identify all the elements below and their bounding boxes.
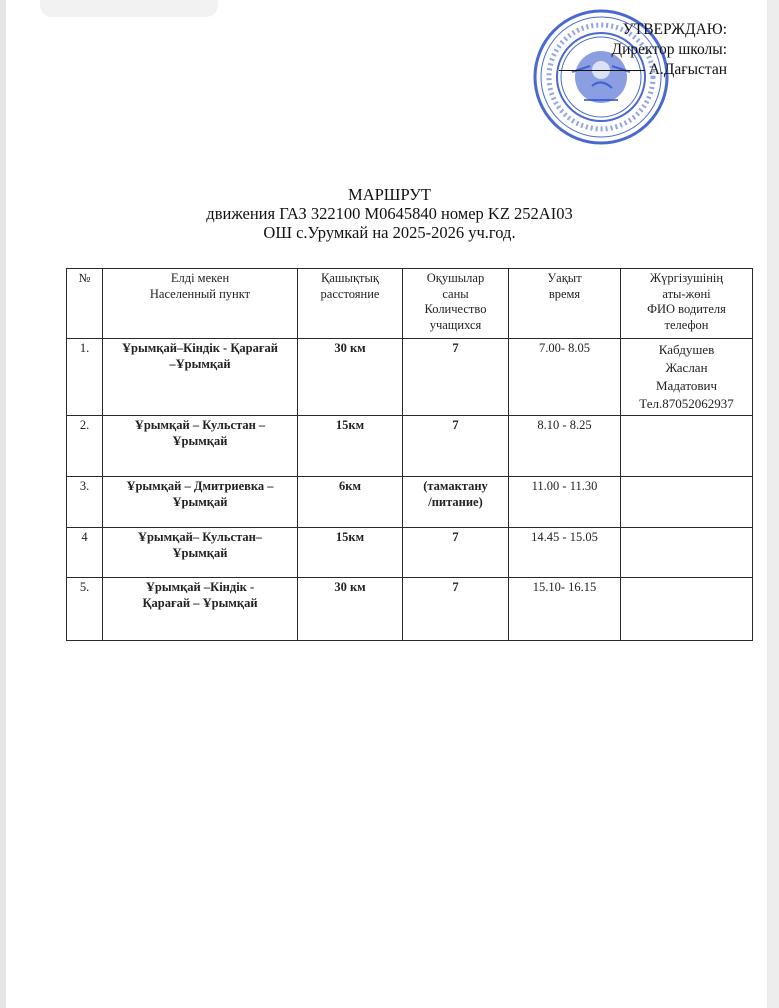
table-row xyxy=(67,528,753,578)
row-students xyxy=(403,578,509,641)
row-students xyxy=(403,339,509,416)
row-students xyxy=(403,416,509,477)
header-cell-number xyxy=(67,269,103,339)
place-text: Ұрымқай– Кульстан– xyxy=(137,530,263,544)
place-text: Ұрымқай xyxy=(172,545,228,560)
header-cell-students xyxy=(403,269,509,339)
row-distance: 15км xyxy=(298,416,403,477)
driver-text: Жаслан xyxy=(665,360,708,375)
header-text: № xyxy=(78,271,91,285)
row-time: 15.10- 16.15 xyxy=(509,578,621,641)
row-number: 3. xyxy=(67,477,103,528)
driver-phone: Тел.87052062937 xyxy=(639,396,734,411)
header-text: саны xyxy=(442,286,469,301)
row-number: 2. xyxy=(67,416,103,477)
row-time: 8.10 - 8.25 xyxy=(509,416,621,477)
row-place xyxy=(103,477,298,528)
driver-text: Мадатович xyxy=(655,378,718,393)
row-distance: 6км xyxy=(298,477,403,528)
approval-block xyxy=(559,20,727,80)
header-text: Оқушылар xyxy=(426,271,485,285)
row-driver xyxy=(621,528,753,578)
students-text: 7 xyxy=(452,580,459,594)
signature-line xyxy=(559,70,645,71)
row-number: 1. xyxy=(67,339,103,416)
students-text: 7 xyxy=(452,341,459,355)
header-cell-time xyxy=(509,269,621,339)
title-line-3: ОШ с.Урумкай на 2025-2026 уч.год. xyxy=(263,223,516,242)
row-driver xyxy=(621,416,753,477)
approval-signature-row xyxy=(559,60,727,80)
row-place xyxy=(103,528,298,578)
row-students xyxy=(403,477,509,528)
row-time: 7.00- 8.05 xyxy=(509,339,621,416)
header-text: расстояние xyxy=(320,286,380,301)
approval-heading: УТВЕРЖДАЮ: xyxy=(622,21,727,38)
header-text: Қашықтық xyxy=(321,271,379,285)
page-left-edge xyxy=(0,0,6,1008)
header-text: Уақыт xyxy=(547,271,582,285)
viewer-toolbar-pill[interactable] xyxy=(40,0,218,17)
place-text: Ұрымқай xyxy=(172,433,228,448)
students-text: (тамактану xyxy=(423,479,488,493)
place-text: Ұрымқай –Кіндік - xyxy=(145,580,255,594)
row-number: 5. xyxy=(67,578,103,641)
approval-position: Директор школы: xyxy=(611,41,727,58)
row-place xyxy=(103,578,298,641)
approver-name: А.Дағыстан xyxy=(648,61,727,78)
row-time: 11.00 - 11.30 xyxy=(509,477,621,528)
row-number: 4 xyxy=(67,528,103,578)
table-row xyxy=(67,339,753,416)
place-text: Ұрымқай – Кульстан – xyxy=(134,418,266,432)
route-table xyxy=(66,268,753,641)
header-cell-distance xyxy=(298,269,403,339)
header-cell-place xyxy=(103,269,298,339)
table-row xyxy=(67,477,753,528)
header-text: время xyxy=(548,286,581,301)
row-driver xyxy=(621,578,753,641)
header-cell-driver xyxy=(621,269,753,339)
row-place xyxy=(103,416,298,477)
row-place xyxy=(103,339,298,416)
header-text: телефон xyxy=(664,317,709,332)
document-title xyxy=(0,185,779,242)
students-text: 7 xyxy=(452,418,459,432)
title-line-2: движения ГАЗ 322100 М0645840 номер KZ 252AI03 xyxy=(206,204,573,223)
place-text: –Ұрымқай xyxy=(169,356,231,371)
students-text: 7 xyxy=(452,530,459,544)
place-text: Ұрымқай–Кіндік - Қарағай xyxy=(122,341,278,355)
header-text: Елді мекен xyxy=(170,271,230,285)
row-driver xyxy=(621,339,753,416)
table-row xyxy=(67,416,753,477)
row-distance: 30 км xyxy=(298,578,403,641)
row-distance: 30 км xyxy=(298,339,403,416)
row-driver xyxy=(621,477,753,528)
header-text: учащихся xyxy=(429,317,482,332)
row-time: 14.45 - 15.05 xyxy=(509,528,621,578)
table-row xyxy=(67,578,753,641)
header-text: аты-жөні xyxy=(662,286,711,301)
header-text: Жүргізушінің xyxy=(649,271,724,285)
page-right-edge xyxy=(767,0,779,1008)
place-text: Қарағай – Ұрымқай xyxy=(142,595,258,610)
driver-text: Кабдушев xyxy=(658,342,715,357)
header-text: Количество xyxy=(424,302,487,316)
table-header-row xyxy=(67,269,753,339)
row-students xyxy=(403,528,509,578)
students-text: /питание) xyxy=(428,494,483,509)
row-distance: 15км xyxy=(298,528,403,578)
title-line-1: МАРШРУТ xyxy=(348,185,431,204)
header-text: Населенный пункт xyxy=(149,286,251,301)
place-text: Ұрымқай xyxy=(172,494,228,509)
header-text: ФИО водителя xyxy=(647,302,726,316)
place-text: Ұрымқай – Дмитриевка – xyxy=(126,479,274,493)
